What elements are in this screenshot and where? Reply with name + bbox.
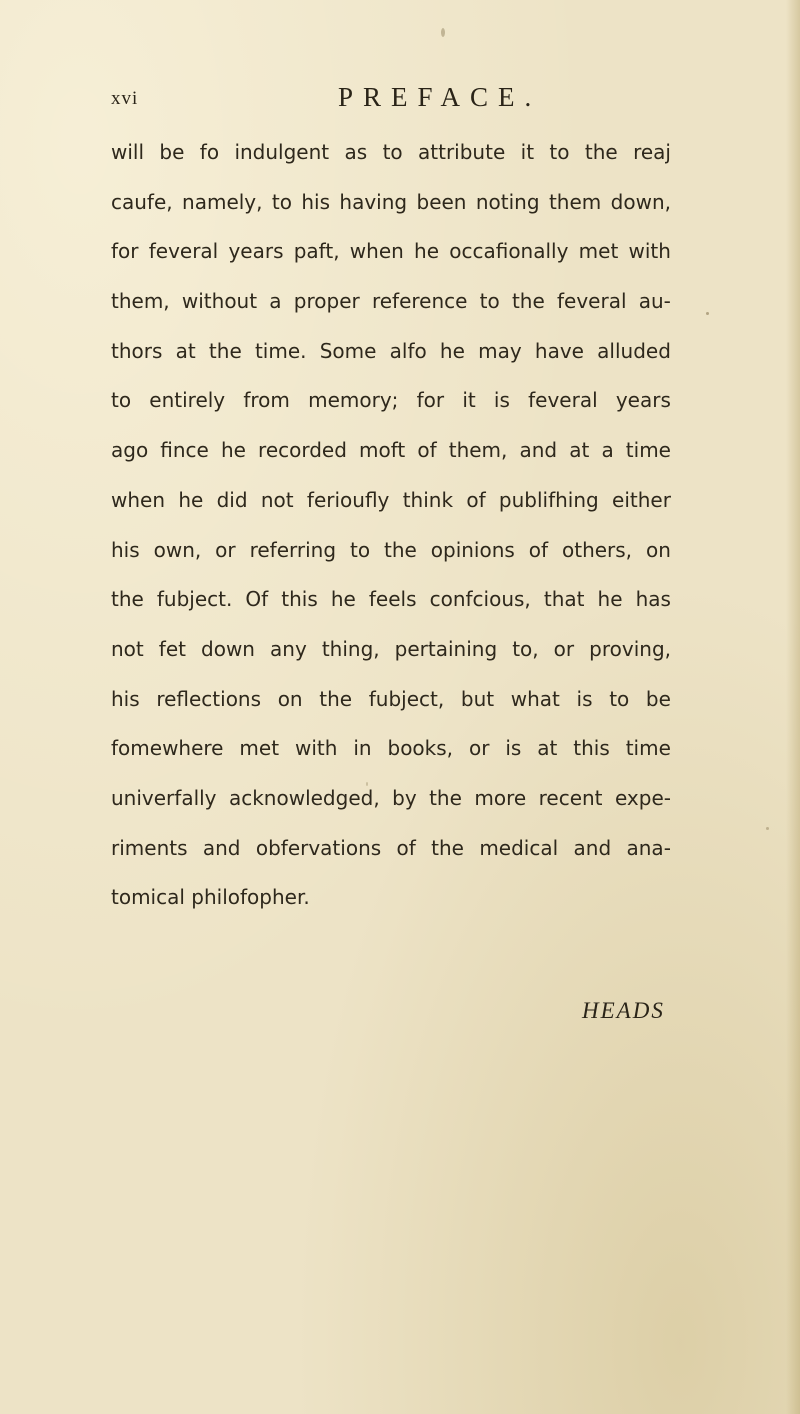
paper-speck bbox=[766, 827, 769, 830]
text-line: for feveral years paft, when he occafionally met with bbox=[111, 239, 671, 264]
text-line: caufe, namely, to his having been noting them down, bbox=[111, 189, 671, 214]
text-line: riments and obfervations of the medical and ana- bbox=[111, 835, 671, 860]
text-line: the fubject. Of this he feels confcious, that he has bbox=[111, 587, 671, 612]
page-number: xvi bbox=[111, 88, 139, 109]
page-edge-shadow bbox=[786, 0, 800, 1414]
text-line: his reflections on the fubject, but what is to be bbox=[111, 686, 671, 711]
running-head: PREFACE. bbox=[338, 82, 542, 112]
paper-speck bbox=[441, 28, 445, 37]
text-line: thors at the time. Some alfo he may have alluded bbox=[111, 338, 671, 363]
text-line: will be fo indulgent as to attribute it to the reaj bbox=[111, 140, 671, 164]
text-line: them, without a proper reference to the feveral au- bbox=[111, 289, 671, 314]
text-line: to entirely from memory; for it is feveral years bbox=[111, 388, 671, 413]
text-line: not fet down any thing, pertaining to, or proving, bbox=[111, 636, 671, 661]
paper-speck bbox=[706, 312, 709, 315]
text-line: tomical philofopher. bbox=[111, 885, 310, 910]
body-text bbox=[111, 140, 671, 935]
text-line: his own, or referring to the opinions of others, on bbox=[111, 537, 671, 562]
text-line: when he did not ferioufly think of publifhing either bbox=[111, 487, 671, 512]
page-header bbox=[0, 82, 800, 122]
text-line: univerfally acknowledged, by the more recent expe- bbox=[111, 785, 671, 810]
catchword: HEADS bbox=[582, 998, 665, 1023]
text-line: fomewhere met with in books, or is at this time bbox=[111, 736, 671, 761]
text-line: ago fince he recorded moft of them, and at a time bbox=[111, 438, 671, 463]
